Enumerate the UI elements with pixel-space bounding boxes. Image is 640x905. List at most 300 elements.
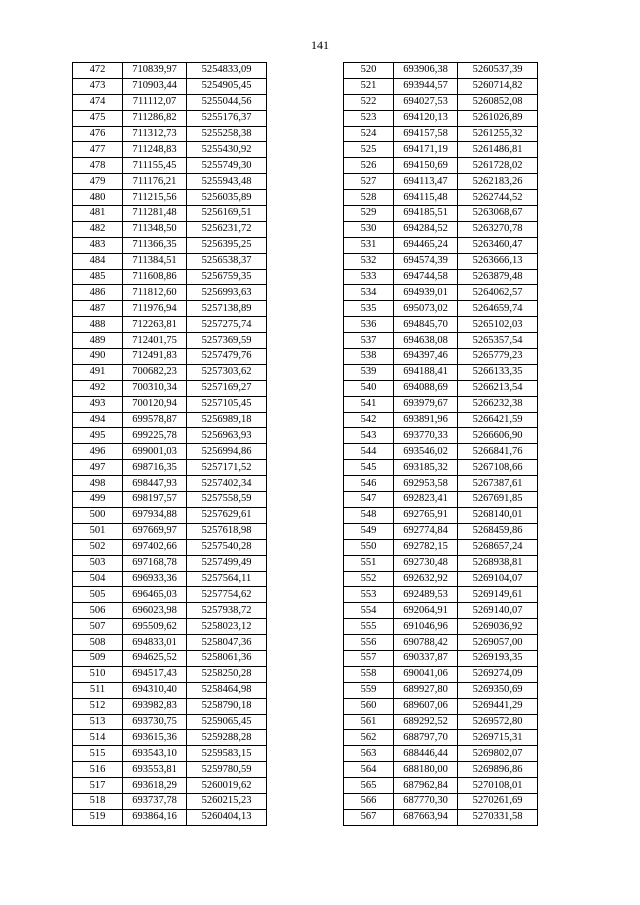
table-row bbox=[344, 364, 538, 380]
page-number: 141 bbox=[311, 38, 329, 52]
point-number-cell: 510 bbox=[73, 666, 123, 682]
x-coordinate-cell: 694744,58 bbox=[394, 269, 458, 285]
y-coordinate-cell: 5256963,93 bbox=[187, 428, 267, 444]
x-coordinate-cell: 698716,35 bbox=[123, 460, 187, 476]
point-number-cell: 506 bbox=[73, 603, 123, 619]
y-coordinate-cell: 5255176,37 bbox=[187, 110, 267, 126]
point-number-cell: 514 bbox=[73, 730, 123, 746]
x-coordinate-cell: 690337,87 bbox=[394, 650, 458, 666]
y-coordinate-cell: 5269715,31 bbox=[458, 730, 538, 746]
table-row bbox=[73, 158, 267, 174]
point-number-cell: 485 bbox=[73, 269, 123, 285]
table-row bbox=[73, 698, 267, 714]
table-row bbox=[73, 746, 267, 762]
table-row bbox=[73, 142, 267, 158]
point-number-cell: 497 bbox=[73, 460, 123, 476]
table-row bbox=[344, 221, 538, 237]
x-coordinate-cell: 699578,87 bbox=[123, 412, 187, 428]
x-coordinate-cell: 694833,01 bbox=[123, 635, 187, 651]
table-row bbox=[73, 666, 267, 682]
table-row bbox=[344, 476, 538, 492]
table-row bbox=[344, 78, 538, 94]
table-row bbox=[73, 587, 267, 603]
table-row bbox=[344, 428, 538, 444]
y-coordinate-cell: 5263068,67 bbox=[458, 206, 538, 222]
point-number-cell: 488 bbox=[73, 317, 123, 333]
coordinates-table-right bbox=[343, 62, 538, 826]
y-coordinate-cell: 5269057,00 bbox=[458, 635, 538, 651]
table-row bbox=[73, 94, 267, 110]
x-coordinate-cell: 692064,91 bbox=[394, 603, 458, 619]
point-number-cell: 489 bbox=[73, 333, 123, 349]
table-row bbox=[344, 142, 538, 158]
y-coordinate-cell: 5262183,26 bbox=[458, 174, 538, 190]
y-coordinate-cell: 5260215,23 bbox=[187, 793, 267, 809]
point-number-cell: 486 bbox=[73, 285, 123, 301]
x-coordinate-cell: 699225,78 bbox=[123, 428, 187, 444]
y-coordinate-cell: 5261026,89 bbox=[458, 110, 538, 126]
x-coordinate-cell: 693982,83 bbox=[123, 698, 187, 714]
table-row bbox=[344, 714, 538, 730]
point-number-cell: 561 bbox=[344, 714, 394, 730]
table-row bbox=[73, 460, 267, 476]
y-coordinate-cell: 5260404,13 bbox=[187, 809, 267, 825]
x-coordinate-cell: 711112,07 bbox=[123, 94, 187, 110]
x-coordinate-cell: 698447,93 bbox=[123, 476, 187, 492]
y-coordinate-cell: 5269193,35 bbox=[458, 650, 538, 666]
table-row bbox=[344, 333, 538, 349]
table-row bbox=[73, 253, 267, 269]
table-row bbox=[73, 126, 267, 142]
x-coordinate-cell: 694574,39 bbox=[394, 253, 458, 269]
point-number-cell: 566 bbox=[344, 793, 394, 809]
y-coordinate-cell: 5269036,92 bbox=[458, 619, 538, 635]
y-coordinate-cell: 5257105,45 bbox=[187, 396, 267, 412]
point-number-cell: 503 bbox=[73, 555, 123, 571]
point-number-cell: 507 bbox=[73, 619, 123, 635]
table-row bbox=[73, 301, 267, 317]
table-row bbox=[73, 349, 267, 365]
x-coordinate-cell: 694171,19 bbox=[394, 142, 458, 158]
y-coordinate-cell: 5266606,90 bbox=[458, 428, 538, 444]
x-coordinate-cell: 694088,69 bbox=[394, 380, 458, 396]
table-row bbox=[344, 396, 538, 412]
y-coordinate-cell: 5263879,48 bbox=[458, 269, 538, 285]
y-coordinate-cell: 5263460,47 bbox=[458, 237, 538, 253]
table-row bbox=[73, 778, 267, 794]
y-coordinate-cell: 5257618,98 bbox=[187, 523, 267, 539]
x-coordinate-cell: 692823,41 bbox=[394, 492, 458, 508]
point-number-cell: 490 bbox=[73, 349, 123, 365]
table-row bbox=[344, 762, 538, 778]
table-row bbox=[73, 523, 267, 539]
x-coordinate-cell: 687770,30 bbox=[394, 793, 458, 809]
table-row bbox=[344, 63, 538, 79]
table-row bbox=[344, 158, 538, 174]
point-number-cell: 504 bbox=[73, 571, 123, 587]
x-coordinate-cell: 700310,34 bbox=[123, 380, 187, 396]
point-number-cell: 523 bbox=[344, 110, 394, 126]
point-number-cell: 483 bbox=[73, 237, 123, 253]
y-coordinate-cell: 5259583,15 bbox=[187, 746, 267, 762]
y-coordinate-cell: 5257754,62 bbox=[187, 587, 267, 603]
x-coordinate-cell: 688180,00 bbox=[394, 762, 458, 778]
y-coordinate-cell: 5259288,28 bbox=[187, 730, 267, 746]
table-row bbox=[73, 174, 267, 190]
point-number-cell: 513 bbox=[73, 714, 123, 730]
point-number-cell: 529 bbox=[344, 206, 394, 222]
y-coordinate-cell: 5269350,69 bbox=[458, 682, 538, 698]
x-coordinate-cell: 692632,92 bbox=[394, 571, 458, 587]
point-number-cell: 508 bbox=[73, 635, 123, 651]
table-row bbox=[73, 762, 267, 778]
y-coordinate-cell: 5256395,25 bbox=[187, 237, 267, 253]
point-number-cell: 512 bbox=[73, 698, 123, 714]
x-coordinate-cell: 697402,66 bbox=[123, 539, 187, 555]
table-row bbox=[344, 206, 538, 222]
point-number-cell: 544 bbox=[344, 444, 394, 460]
x-coordinate-cell: 694625,52 bbox=[123, 650, 187, 666]
point-number-cell: 533 bbox=[344, 269, 394, 285]
x-coordinate-cell: 711281,48 bbox=[123, 206, 187, 222]
table-row bbox=[344, 571, 538, 587]
point-number-cell: 543 bbox=[344, 428, 394, 444]
table-row bbox=[344, 317, 538, 333]
point-number-cell: 517 bbox=[73, 778, 123, 794]
table-row bbox=[344, 412, 538, 428]
x-coordinate-cell: 711608,86 bbox=[123, 269, 187, 285]
table-row bbox=[73, 492, 267, 508]
x-coordinate-cell: 711176,21 bbox=[123, 174, 187, 190]
table-row bbox=[344, 698, 538, 714]
table-row bbox=[344, 730, 538, 746]
y-coordinate-cell: 5260852,08 bbox=[458, 94, 538, 110]
x-coordinate-cell: 693553,81 bbox=[123, 762, 187, 778]
point-number-cell: 487 bbox=[73, 301, 123, 317]
y-coordinate-cell: 5268459,86 bbox=[458, 523, 538, 539]
x-coordinate-cell: 700120,94 bbox=[123, 396, 187, 412]
table-row bbox=[344, 253, 538, 269]
point-number-cell: 556 bbox=[344, 635, 394, 651]
x-coordinate-cell: 694845,70 bbox=[394, 317, 458, 333]
y-coordinate-cell: 5265357,54 bbox=[458, 333, 538, 349]
y-coordinate-cell: 5261728,02 bbox=[458, 158, 538, 174]
point-number-cell: 498 bbox=[73, 476, 123, 492]
table-row bbox=[344, 460, 538, 476]
x-coordinate-cell: 710903,44 bbox=[123, 78, 187, 94]
point-number-cell: 474 bbox=[73, 94, 123, 110]
table-row bbox=[73, 619, 267, 635]
point-number-cell: 553 bbox=[344, 587, 394, 603]
y-coordinate-cell: 5267108,66 bbox=[458, 460, 538, 476]
y-coordinate-cell: 5254833,09 bbox=[187, 63, 267, 79]
point-number-cell: 518 bbox=[73, 793, 123, 809]
x-coordinate-cell: 711248,83 bbox=[123, 142, 187, 158]
y-coordinate-cell: 5269274,09 bbox=[458, 666, 538, 682]
x-coordinate-cell: 694939,01 bbox=[394, 285, 458, 301]
table-row bbox=[73, 650, 267, 666]
y-coordinate-cell: 5256035,89 bbox=[187, 190, 267, 206]
x-coordinate-cell: 711812,60 bbox=[123, 285, 187, 301]
y-coordinate-cell: 5258047,36 bbox=[187, 635, 267, 651]
table-row bbox=[344, 492, 538, 508]
table-row bbox=[73, 333, 267, 349]
table-row bbox=[73, 571, 267, 587]
y-coordinate-cell: 5270108,01 bbox=[458, 778, 538, 794]
point-number-cell: 563 bbox=[344, 746, 394, 762]
x-coordinate-cell: 697934,88 bbox=[123, 507, 187, 523]
y-coordinate-cell: 5257564,11 bbox=[187, 571, 267, 587]
x-coordinate-cell: 697168,78 bbox=[123, 555, 187, 571]
point-number-cell: 479 bbox=[73, 174, 123, 190]
table-row bbox=[73, 110, 267, 126]
point-number-cell: 549 bbox=[344, 523, 394, 539]
point-number-cell: 499 bbox=[73, 492, 123, 508]
point-number-cell: 472 bbox=[73, 63, 123, 79]
point-number-cell: 541 bbox=[344, 396, 394, 412]
point-number-cell: 495 bbox=[73, 428, 123, 444]
table-row bbox=[344, 746, 538, 762]
y-coordinate-cell: 5258023,12 bbox=[187, 619, 267, 635]
x-coordinate-cell: 711312,73 bbox=[123, 126, 187, 142]
table-row bbox=[73, 380, 267, 396]
x-coordinate-cell: 712263,81 bbox=[123, 317, 187, 333]
y-coordinate-cell: 5265779,23 bbox=[458, 349, 538, 365]
table-row bbox=[73, 206, 267, 222]
table-row bbox=[344, 237, 538, 253]
x-coordinate-cell: 694150,69 bbox=[394, 158, 458, 174]
y-coordinate-cell: 5266133,35 bbox=[458, 364, 538, 380]
y-coordinate-cell: 5256759,35 bbox=[187, 269, 267, 285]
x-coordinate-cell: 692774,84 bbox=[394, 523, 458, 539]
point-number-cell: 493 bbox=[73, 396, 123, 412]
x-coordinate-cell: 710839,97 bbox=[123, 63, 187, 79]
point-number-cell: 516 bbox=[73, 762, 123, 778]
x-coordinate-cell: 688797,70 bbox=[394, 730, 458, 746]
table-row bbox=[344, 174, 538, 190]
point-number-cell: 560 bbox=[344, 698, 394, 714]
y-coordinate-cell: 5266421,59 bbox=[458, 412, 538, 428]
point-number-cell: 552 bbox=[344, 571, 394, 587]
point-number-cell: 519 bbox=[73, 809, 123, 825]
y-coordinate-cell: 5256993,63 bbox=[187, 285, 267, 301]
table-row bbox=[344, 190, 538, 206]
x-coordinate-cell: 693770,33 bbox=[394, 428, 458, 444]
y-coordinate-cell: 5267387,61 bbox=[458, 476, 538, 492]
point-number-cell: 475 bbox=[73, 110, 123, 126]
point-number-cell: 500 bbox=[73, 507, 123, 523]
point-number-cell: 496 bbox=[73, 444, 123, 460]
x-coordinate-cell: 692953,58 bbox=[394, 476, 458, 492]
point-number-cell: 476 bbox=[73, 126, 123, 142]
y-coordinate-cell: 5269896,86 bbox=[458, 762, 538, 778]
y-coordinate-cell: 5258790,18 bbox=[187, 698, 267, 714]
point-number-cell: 539 bbox=[344, 364, 394, 380]
table-row bbox=[344, 285, 538, 301]
y-coordinate-cell: 5270331,58 bbox=[458, 809, 538, 825]
table-row bbox=[344, 809, 538, 825]
y-coordinate-cell: 5257499,49 bbox=[187, 555, 267, 571]
x-coordinate-cell: 692489,53 bbox=[394, 587, 458, 603]
y-coordinate-cell: 5261486,81 bbox=[458, 142, 538, 158]
x-coordinate-cell: 693979,67 bbox=[394, 396, 458, 412]
y-coordinate-cell: 5254905,45 bbox=[187, 78, 267, 94]
x-coordinate-cell: 690788,42 bbox=[394, 635, 458, 651]
table-row bbox=[344, 507, 538, 523]
table-row bbox=[344, 126, 538, 142]
y-coordinate-cell: 5269104,07 bbox=[458, 571, 538, 587]
y-coordinate-cell: 5269140,07 bbox=[458, 603, 538, 619]
point-number-cell: 542 bbox=[344, 412, 394, 428]
x-coordinate-cell: 711215,56 bbox=[123, 190, 187, 206]
y-coordinate-cell: 5260537,39 bbox=[458, 63, 538, 79]
x-coordinate-cell: 689927,80 bbox=[394, 682, 458, 698]
x-coordinate-cell: 693891,96 bbox=[394, 412, 458, 428]
y-coordinate-cell: 5267691,85 bbox=[458, 492, 538, 508]
y-coordinate-cell: 5258250,28 bbox=[187, 666, 267, 682]
point-number-cell: 554 bbox=[344, 603, 394, 619]
x-coordinate-cell: 693546,02 bbox=[394, 444, 458, 460]
x-coordinate-cell: 693864,16 bbox=[123, 809, 187, 825]
x-coordinate-cell: 687663,94 bbox=[394, 809, 458, 825]
y-coordinate-cell: 5269441,29 bbox=[458, 698, 538, 714]
point-number-cell: 546 bbox=[344, 476, 394, 492]
point-number-cell: 550 bbox=[344, 539, 394, 555]
y-coordinate-cell: 5257138,89 bbox=[187, 301, 267, 317]
table-row bbox=[73, 317, 267, 333]
y-coordinate-cell: 5263270,78 bbox=[458, 221, 538, 237]
y-coordinate-cell: 5259780,59 bbox=[187, 762, 267, 778]
table-row bbox=[73, 78, 267, 94]
y-coordinate-cell: 5257938,72 bbox=[187, 603, 267, 619]
y-coordinate-cell: 5255943,48 bbox=[187, 174, 267, 190]
point-number-cell: 511 bbox=[73, 682, 123, 698]
point-number-cell: 534 bbox=[344, 285, 394, 301]
point-number-cell: 524 bbox=[344, 126, 394, 142]
y-coordinate-cell: 5258464,98 bbox=[187, 682, 267, 698]
x-coordinate-cell: 696465,03 bbox=[123, 587, 187, 603]
table-row bbox=[344, 587, 538, 603]
point-number-cell: 562 bbox=[344, 730, 394, 746]
point-number-cell: 502 bbox=[73, 539, 123, 555]
x-coordinate-cell: 696933,36 bbox=[123, 571, 187, 587]
y-coordinate-cell: 5256989,18 bbox=[187, 412, 267, 428]
point-number-cell: 520 bbox=[344, 63, 394, 79]
y-coordinate-cell: 5257558,59 bbox=[187, 492, 267, 508]
x-coordinate-cell: 693906,38 bbox=[394, 63, 458, 79]
x-coordinate-cell: 711976,94 bbox=[123, 301, 187, 317]
y-coordinate-cell: 5257540,28 bbox=[187, 539, 267, 555]
x-coordinate-cell: 694517,43 bbox=[123, 666, 187, 682]
point-number-cell: 547 bbox=[344, 492, 394, 508]
x-coordinate-cell: 698197,57 bbox=[123, 492, 187, 508]
y-coordinate-cell: 5257303,62 bbox=[187, 364, 267, 380]
x-coordinate-cell: 693618,29 bbox=[123, 778, 187, 794]
y-coordinate-cell: 5270261,69 bbox=[458, 793, 538, 809]
point-number-cell: 522 bbox=[344, 94, 394, 110]
y-coordinate-cell: 5261255,32 bbox=[458, 126, 538, 142]
x-coordinate-cell: 694188,41 bbox=[394, 364, 458, 380]
table-row bbox=[344, 444, 538, 460]
y-coordinate-cell: 5266213,54 bbox=[458, 380, 538, 396]
point-number-cell: 484 bbox=[73, 253, 123, 269]
point-number-cell: 535 bbox=[344, 301, 394, 317]
x-coordinate-cell: 693737,78 bbox=[123, 793, 187, 809]
y-coordinate-cell: 5263666,13 bbox=[458, 253, 538, 269]
point-number-cell: 491 bbox=[73, 364, 123, 380]
x-coordinate-cell: 692765,91 bbox=[394, 507, 458, 523]
table-row bbox=[344, 523, 538, 539]
point-number-cell: 527 bbox=[344, 174, 394, 190]
y-coordinate-cell: 5257171,52 bbox=[187, 460, 267, 476]
y-coordinate-cell: 5268657,24 bbox=[458, 539, 538, 555]
point-number-cell: 555 bbox=[344, 619, 394, 635]
x-coordinate-cell: 694113,47 bbox=[394, 174, 458, 190]
table-row bbox=[73, 269, 267, 285]
table-row bbox=[73, 221, 267, 237]
table-row bbox=[73, 476, 267, 492]
x-coordinate-cell: 693944,57 bbox=[394, 78, 458, 94]
x-coordinate-cell: 688446,44 bbox=[394, 746, 458, 762]
y-coordinate-cell: 5255430,92 bbox=[187, 142, 267, 158]
x-coordinate-cell: 694185,51 bbox=[394, 206, 458, 222]
table-row bbox=[344, 94, 538, 110]
x-coordinate-cell: 693185,32 bbox=[394, 460, 458, 476]
table-row bbox=[73, 396, 267, 412]
point-number-cell: 528 bbox=[344, 190, 394, 206]
point-number-cell: 551 bbox=[344, 555, 394, 571]
point-number-cell: 545 bbox=[344, 460, 394, 476]
y-coordinate-cell: 5264659,74 bbox=[458, 301, 538, 317]
x-coordinate-cell: 689292,52 bbox=[394, 714, 458, 730]
y-coordinate-cell: 5257479,76 bbox=[187, 349, 267, 365]
table-row bbox=[344, 603, 538, 619]
point-number-cell: 480 bbox=[73, 190, 123, 206]
table-row bbox=[344, 793, 538, 809]
table-body-left bbox=[73, 63, 267, 826]
y-coordinate-cell: 5257629,61 bbox=[187, 507, 267, 523]
point-number-cell: 492 bbox=[73, 380, 123, 396]
table-row bbox=[73, 682, 267, 698]
point-number-cell: 526 bbox=[344, 158, 394, 174]
table-row bbox=[73, 507, 267, 523]
table-row bbox=[73, 793, 267, 809]
x-coordinate-cell: 699001,03 bbox=[123, 444, 187, 460]
x-coordinate-cell: 711286,82 bbox=[123, 110, 187, 126]
point-number-cell: 536 bbox=[344, 317, 394, 333]
point-number-cell: 509 bbox=[73, 650, 123, 666]
x-coordinate-cell: 693730,75 bbox=[123, 714, 187, 730]
x-coordinate-cell: 692730,48 bbox=[394, 555, 458, 571]
x-coordinate-cell: 689607,06 bbox=[394, 698, 458, 714]
point-number-cell: 473 bbox=[73, 78, 123, 94]
table-row bbox=[344, 778, 538, 794]
point-number-cell: 530 bbox=[344, 221, 394, 237]
y-coordinate-cell: 5257169,27 bbox=[187, 380, 267, 396]
x-coordinate-cell: 694638,08 bbox=[394, 333, 458, 349]
point-number-cell: 559 bbox=[344, 682, 394, 698]
x-coordinate-cell: 693543,10 bbox=[123, 746, 187, 762]
y-coordinate-cell: 5256231,72 bbox=[187, 221, 267, 237]
y-coordinate-cell: 5257402,34 bbox=[187, 476, 267, 492]
table-row bbox=[73, 444, 267, 460]
point-number-cell: 477 bbox=[73, 142, 123, 158]
table-row bbox=[344, 650, 538, 666]
table-row bbox=[73, 555, 267, 571]
x-coordinate-cell: 711155,45 bbox=[123, 158, 187, 174]
y-coordinate-cell: 5259065,45 bbox=[187, 714, 267, 730]
y-coordinate-cell: 5256994,86 bbox=[187, 444, 267, 460]
